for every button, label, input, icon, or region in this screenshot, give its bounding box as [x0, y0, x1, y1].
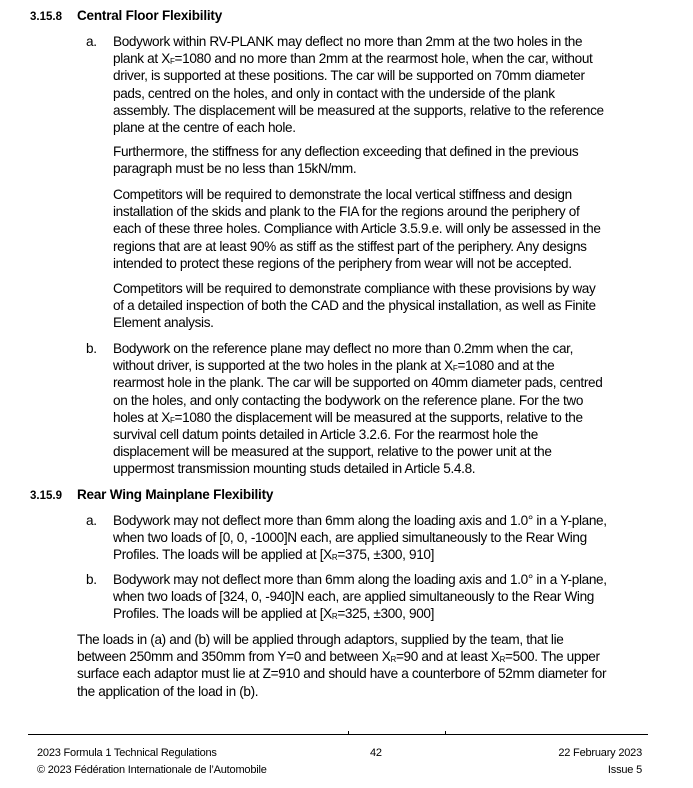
text-line: Profiles. The loads will be applied at [$X_R=375$, ±300, 910]	[113, 547, 435, 563]
text-line: Bodywork may not deflect more than 6mm along the loading axis and 1.0° in a Y-plane,	[113, 513, 607, 528]
text-line: Bodywork on the reference plane may deflect no more than 0.2mm when the car,	[113, 341, 574, 356]
text-line: Bodywork may not deflect more than 6mm along the loading axis and 1.0° in a Y-plane,	[113, 572, 607, 587]
list-item-3-15-8-a	[86, 33, 676, 136]
list-item-3-15-9-a	[86, 512, 676, 564]
text-line: plank at $X_F=1080$ and no more than 2mm at the rearmost hole, when the car, without	[113, 51, 593, 67]
footer-document-title: 2023 Formula 1 Technical Regulations	[37, 747, 217, 759]
footer-divider-tick	[445, 731, 446, 734]
footer-divider	[28, 734, 648, 735]
text-line: survival cell datum points detailed in Article 3.2.6. For the rearmost hole the	[113, 427, 538, 443]
footer-issue: Issue 5	[607, 764, 642, 776]
section-heading-3-15-8	[30, 7, 222, 26]
list-item-3-15-8-b	[86, 340, 676, 478]
item-text	[113, 571, 676, 623]
section-heading-3-15-9	[30, 486, 273, 505]
list-item-3-15-9-b	[86, 571, 676, 623]
footer-divider-tick	[348, 731, 349, 734]
text-line: driver, is supported at these positions. The car will be supported on 70mm diameter	[113, 68, 585, 84]
footer-page-number: 42	[370, 747, 382, 759]
item-text	[113, 33, 676, 136]
text-line: Profiles. The loads will be applied at [$X_R=325$, ±300, 900]	[113, 606, 435, 622]
paragraph-adaptors: The loads in (a) and (b) will be applied through adaptors, supplied by the team, that lie between 250mm and 350mm from Y=0 and between $X_R=90$ and at least $X_R=500$. The upper surface each adaptor must lie at Z=910 and should have a counterbore of 52mm diameter for the application of the load in (b).	[77, 632, 607, 699]
list-marker: a.	[86, 34, 97, 49]
text-line: Bodywork within RV-PLANK may deflect no more than 2mm at the two holes in the	[113, 34, 583, 49]
footer-date: 22 February 2023	[558, 747, 642, 759]
text-line: plane at the centre of each hole.	[113, 120, 296, 136]
text-line: rearmost hole in the plank. The car will be supported on 40mm diameter pads, centred	[113, 375, 603, 391]
text-line: displacement will be measured at the support, relative to the power unit at the	[113, 444, 552, 460]
footer-copyright: © 2023 Fédération Internationale de l’Automobile	[37, 764, 267, 776]
text-line: uppermost transmission mounting studs detailed in Article 5.4.8.	[113, 461, 476, 477]
item-text	[113, 340, 676, 478]
text-line: when two loads of [0, 0, -1000]N each, are applied simultaneously to the Rear Wing	[113, 530, 587, 546]
section-title: Rear Wing Mainplane Flexibility	[77, 487, 274, 502]
text-line: on the holes, and only contacting the bodywork on the reference plane. For the two	[113, 392, 584, 408]
text-line: pads, centred on the holes, and only in contact with the underside of the plank	[113, 85, 555, 101]
paragraph-competitors-stiffness: Competitors will be required to demonstrate the local vertical stiffness and design installation of the skids and plank to the FIA for the regions around the periphery of each of these three holes. Compliance with Article 3.5.9.e. will only be assessed in the regions that are at least 90% as stiff as the stiffest part of the periphery. Any designs intended to protect these regions of the periphery from wear will not be accepted.	[113, 187, 601, 271]
section-number: 3.15.8	[30, 11, 62, 23]
text-line: without driver, is supported at the two holes in the plank at $X_F=1080$ and at the	[113, 358, 555, 374]
paragraph-stiffness: Furthermore, the stiffness for any deflection exceeding that defined in the previous paragraph must be no less than 15kN/mm.	[113, 144, 579, 177]
item-text	[113, 512, 676, 564]
section-number: 3.15.9	[30, 490, 62, 502]
section-title: Central Floor Flexibility	[77, 8, 223, 23]
list-marker: a.	[86, 513, 97, 528]
text-line: assembly. The displacement will be measured at the supports, relative to the reference	[113, 102, 604, 118]
list-marker: b.	[86, 341, 97, 356]
text-line: holes at $X_F=1080$ the displacement will be measured at the supports, relative to the	[113, 409, 583, 425]
text-line: when two loads of [324, 0, -940]N each, are applied simultaneously to the Rear Wing	[113, 589, 595, 605]
list-marker: b.	[86, 572, 97, 587]
paragraph-competitors-compliance: Competitors will be required to demonstrate compliance with these provisions by way of a detailed inspection of both the CAD and the physical installation, as well as Finite Element analysis.	[113, 281, 596, 331]
